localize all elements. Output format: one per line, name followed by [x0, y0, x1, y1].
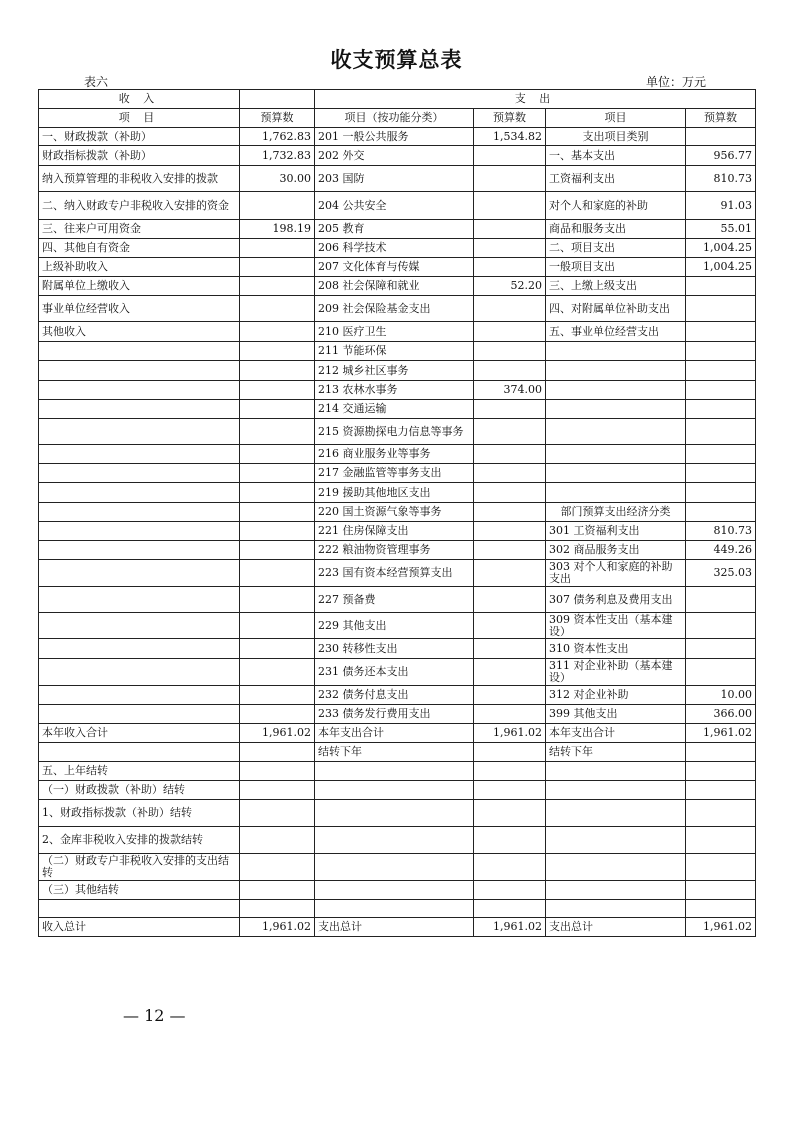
income-item-cell [39, 522, 240, 541]
table-row [39, 464, 756, 483]
income-item-cell [39, 503, 240, 522]
income-item-cell [39, 639, 240, 659]
income-item-cell [39, 743, 240, 762]
income-budget-cell [240, 854, 315, 881]
income-item-cell: （一）财政拨款（补助）结转 [39, 781, 240, 800]
income-item-cell: 2、金库非税收入安排的拨款结转 [39, 827, 240, 854]
expense-function-item-cell: 213 农林水事务 [315, 381, 474, 400]
table-row [39, 781, 756, 800]
income-item-cell: 上级补助收入 [39, 258, 240, 277]
expense-function-item-cell [315, 827, 474, 854]
expense-category-budget-cell [686, 827, 756, 854]
expense-function-budget-cell: 1,534.82 [474, 128, 546, 146]
expense-category-budget-cell: 325.03 [686, 560, 756, 587]
expense-category-item-cell [546, 900, 686, 918]
expense-function-budget-cell [474, 881, 546, 900]
expense-function-item-cell: 207 文化体育与传媒 [315, 258, 474, 277]
expense-category-item-cell: 部门预算支出经济分类 [546, 503, 686, 522]
table-number: 表六 [84, 75, 109, 89]
table-row [39, 587, 756, 613]
expense-category-budget-cell [686, 464, 756, 483]
expense-category-budget-cell [686, 381, 756, 400]
income-item-cell: 1、财政指标拨款（补助）结转 [39, 800, 240, 827]
expense-category-item-cell: 一般项目支出 [546, 258, 686, 277]
expense-function-budget-cell [474, 705, 546, 724]
expense-function-item-cell: 217 金融监管等事务支出 [315, 464, 474, 483]
expense-category-budget-cell: 810.73 [686, 522, 756, 541]
expense-category-item-cell [546, 781, 686, 800]
expense-category-item-cell: 312 对企业补助 [546, 686, 686, 705]
income-item-cell: 三、往来户可用资金 [39, 220, 240, 239]
expense-category-item-cell: 支出项目类别 [546, 128, 686, 146]
expense-category-item-cell: 三、上缴上级支出 [546, 277, 686, 296]
income-item-cell [39, 342, 240, 361]
expense-category-budget-cell: 1,004.25 [686, 258, 756, 277]
budget-column-header-2: 预算数 [474, 109, 546, 128]
income-item-cell [39, 686, 240, 705]
expense-function-item-cell: 216 商业服务业等事务 [315, 445, 474, 464]
budget-column-header: 预算数 [240, 109, 315, 128]
table-row [39, 659, 756, 686]
income-item-cell [39, 381, 240, 400]
income-budget-cell [240, 762, 315, 781]
income-budget-cell [240, 781, 315, 800]
income-item-cell [39, 659, 240, 686]
income-item-cell [39, 361, 240, 381]
expense-category-item-cell: 本年支出合计 [546, 724, 686, 743]
table-row [39, 342, 756, 361]
expense-function-budget-cell [474, 587, 546, 613]
expense-category-item-cell: 五、事业单位经营支出 [546, 322, 686, 342]
expense-function-budget-cell [474, 146, 546, 166]
expense-category-budget-cell [686, 361, 756, 381]
income-item-cell [39, 445, 240, 464]
expense-category-item-cell [546, 483, 686, 503]
table-row [39, 762, 756, 781]
table-row [39, 296, 756, 322]
expense-category-budget-cell [686, 639, 756, 659]
income-budget-cell: 198.19 [240, 220, 315, 239]
expense-category-budget-cell [686, 762, 756, 781]
income-item-cell [39, 613, 240, 639]
income-budget-cell: 30.00 [240, 166, 315, 192]
expense-function-item-cell: 206 科学技术 [315, 239, 474, 258]
expense-category-item-cell [546, 445, 686, 464]
expense-category-item-cell: 309 资本性支出（基本建设） [546, 613, 686, 639]
expense-function-budget-cell [474, 762, 546, 781]
expense-function-budget-cell: 374.00 [474, 381, 546, 400]
expense-category-budget-cell: 55.01 [686, 220, 756, 239]
expense-category-item-cell [546, 762, 686, 781]
table-row [39, 743, 756, 762]
page-number: — 12 — [123, 1006, 186, 1025]
expense-function-item-cell: 202 外交 [315, 146, 474, 166]
expense-function-item-cell: 222 粮油物资管理事务 [315, 541, 474, 560]
income-item-cell [39, 587, 240, 613]
table-row [39, 483, 756, 503]
income-budget-cell [240, 743, 315, 762]
expense-category-item-cell: 二、项目支出 [546, 239, 686, 258]
expense-function-budget-cell [474, 464, 546, 483]
table-row [39, 166, 756, 192]
table-row [39, 400, 756, 419]
expense-category-budget-cell [686, 587, 756, 613]
expense-category-budget-cell [686, 800, 756, 827]
income-budget-cell [240, 419, 315, 445]
income-budget-cell: 1,961.02 [240, 918, 315, 937]
expense-category-budget-cell [686, 342, 756, 361]
expense-category-item-cell: 301 工资福利支出 [546, 522, 686, 541]
expense-category-item-cell: 工资福利支出 [546, 166, 686, 192]
expense-category-item-cell: 307 债务利息及费用支出 [546, 587, 686, 613]
income-budget-cell: 1,732.83 [240, 146, 315, 166]
income-item-cell: 四、其他自有资金 [39, 239, 240, 258]
expense-function-budget-cell: 52.20 [474, 277, 546, 296]
expense-function-item-cell: 210 医疗卫生 [315, 322, 474, 342]
income-budget-cell [240, 258, 315, 277]
expense-function-budget-cell [474, 322, 546, 342]
income-item-cell: 本年收入合计 [39, 724, 240, 743]
expense-category-budget-cell [686, 322, 756, 342]
expense-category-budget-cell [686, 128, 756, 146]
expense-function-budget-cell [474, 503, 546, 522]
income-item-cell: 附属单位上缴收入 [39, 277, 240, 296]
expense-function-item-cell: 214 交通运输 [315, 400, 474, 419]
header-row-group [39, 90, 756, 109]
expense-category-item-cell: 对个人和家庭的补助 [546, 192, 686, 220]
expense-function-budget-cell [474, 483, 546, 503]
table-row [39, 381, 756, 400]
expense-function-budget-cell: 1,961.02 [474, 918, 546, 937]
expense-function-budget-cell [474, 361, 546, 381]
expense-function-budget-cell [474, 541, 546, 560]
expense-function-item-cell: 208 社会保障和就业 [315, 277, 474, 296]
table-row [39, 220, 756, 239]
expense-function-budget-cell [474, 400, 546, 419]
expense-function-budget-cell [474, 419, 546, 445]
expense-function-budget-cell [474, 239, 546, 258]
income-item-cell [39, 483, 240, 503]
income-item-cell [39, 419, 240, 445]
header-blank-cell [240, 90, 315, 109]
expense-function-budget-cell [474, 854, 546, 881]
expense-function-budget-cell [474, 613, 546, 639]
function-item-column-header: 项目（按功能分类） [315, 109, 474, 128]
expense-category-budget-cell [686, 854, 756, 881]
table-row [39, 128, 756, 146]
table-row [39, 724, 756, 743]
income-budget-cell [240, 659, 315, 686]
item-column-header-3: 项目 [546, 109, 686, 128]
expense-function-item-cell [315, 900, 474, 918]
income-budget-cell [240, 613, 315, 639]
income-budget-cell [240, 522, 315, 541]
expense-category-item-cell: 311 对企业补助（基本建设） [546, 659, 686, 686]
income-budget-cell [240, 192, 315, 220]
expense-category-item-cell [546, 827, 686, 854]
budget-summary-table [38, 89, 756, 937]
expense-function-budget-cell [474, 659, 546, 686]
table-row [39, 239, 756, 258]
income-budget-cell [240, 686, 315, 705]
expense-function-budget-cell [474, 900, 546, 918]
expense-category-item-cell [546, 854, 686, 881]
table-row [39, 277, 756, 296]
table-body [39, 90, 756, 937]
income-budget-cell [240, 639, 315, 659]
expense-category-item-cell: 303 对个人和家庭的补助支出 [546, 560, 686, 587]
expense-function-item-cell: 209 社会保险基金支出 [315, 296, 474, 322]
table-row [39, 854, 756, 881]
table-row [39, 705, 756, 724]
income-item-cell: 财政指标拨款（补助） [39, 146, 240, 166]
expense-function-item-cell [315, 881, 474, 900]
expense-function-budget-cell [474, 560, 546, 587]
income-item-cell [39, 560, 240, 587]
table-row [39, 881, 756, 900]
expense-category-budget-cell: 1,961.02 [686, 918, 756, 937]
expense-function-item-cell: 本年支出合计 [315, 724, 474, 743]
expense-category-item-cell [546, 464, 686, 483]
expense-function-item-cell [315, 781, 474, 800]
expense-function-budget-cell [474, 296, 546, 322]
expense-category-item-cell: 支出总计 [546, 918, 686, 937]
table-row [39, 918, 756, 937]
expense-category-item-cell [546, 342, 686, 361]
expense-function-item-cell: 223 国有资本经营预算支出 [315, 560, 474, 587]
expense-function-item-cell: 231 债务还本支出 [315, 659, 474, 686]
expense-function-budget-cell [474, 258, 546, 277]
table-row [39, 192, 756, 220]
expense-function-item-cell: 229 其他支出 [315, 613, 474, 639]
table-row [39, 560, 756, 587]
income-item-cell: 其他收入 [39, 322, 240, 342]
income-budget-cell [240, 705, 315, 724]
expense-function-budget-cell [474, 220, 546, 239]
income-budget-cell [240, 881, 315, 900]
income-item-cell: （二）财政专户非税收入安排的支出结转 [39, 854, 240, 881]
income-budget-cell: 1,762.83 [240, 128, 315, 146]
expense-category-budget-cell [686, 613, 756, 639]
expense-function-item-cell: 204 公共安全 [315, 192, 474, 220]
expense-category-budget-cell: 956.77 [686, 146, 756, 166]
income-item-cell [39, 400, 240, 419]
income-budget-cell [240, 361, 315, 381]
expense-function-item-cell: 230 转移性支出 [315, 639, 474, 659]
income-budget-cell [240, 381, 315, 400]
income-item-cell: 五、上年结转 [39, 762, 240, 781]
income-item-cell: （三）其他结转 [39, 881, 240, 900]
expense-category-budget-cell: 366.00 [686, 705, 756, 724]
income-group-header: 收 入 [39, 90, 240, 109]
expense-category-budget-cell [686, 445, 756, 464]
expense-category-budget-cell [686, 503, 756, 522]
income-budget-cell [240, 900, 315, 918]
expense-category-item-cell [546, 881, 686, 900]
expense-function-budget-cell [474, 342, 546, 361]
expense-category-budget-cell: 1,004.25 [686, 239, 756, 258]
income-budget-cell [240, 277, 315, 296]
expense-function-item-cell: 205 教育 [315, 220, 474, 239]
expense-function-budget-cell: 1,961.02 [474, 724, 546, 743]
expense-function-budget-cell [474, 522, 546, 541]
expense-function-budget-cell [474, 639, 546, 659]
income-item-cell [39, 705, 240, 724]
expense-function-item-cell: 212 城乡社区事务 [315, 361, 474, 381]
income-budget-cell [240, 445, 315, 464]
income-budget-cell [240, 827, 315, 854]
expense-function-budget-cell [474, 827, 546, 854]
expense-function-item-cell: 215 资源勘探电力信息等事务 [315, 419, 474, 445]
expense-category-item-cell [546, 381, 686, 400]
expense-category-budget-cell [686, 781, 756, 800]
expense-function-item-cell [315, 854, 474, 881]
expense-category-budget-cell [686, 419, 756, 445]
expense-function-item-cell: 219 援助其他地区支出 [315, 483, 474, 503]
expense-function-item-cell: 结转下年 [315, 743, 474, 762]
expense-category-item-cell: 302 商品服务支出 [546, 541, 686, 560]
expense-function-budget-cell [474, 686, 546, 705]
income-item-cell [39, 541, 240, 560]
income-item-cell: 收入总计 [39, 918, 240, 937]
expense-function-budget-cell [474, 743, 546, 762]
expense-category-item-cell: 结转下年 [546, 743, 686, 762]
expense-category-budget-cell [686, 277, 756, 296]
income-budget-cell [240, 587, 315, 613]
expense-function-budget-cell [474, 166, 546, 192]
income-budget-cell: 1,961.02 [240, 724, 315, 743]
table-row [39, 541, 756, 560]
income-item-cell: 纳入预算管理的非税收入安排的拨款 [39, 166, 240, 192]
expense-function-budget-cell [474, 800, 546, 827]
table-row [39, 827, 756, 854]
expense-category-budget-cell: 10.00 [686, 686, 756, 705]
income-budget-cell [240, 560, 315, 587]
expense-function-item-cell: 227 预备费 [315, 587, 474, 613]
income-budget-cell [240, 483, 315, 503]
expense-category-item-cell: 399 其他支出 [546, 705, 686, 724]
expense-category-budget-cell: 810.73 [686, 166, 756, 192]
income-budget-cell [240, 464, 315, 483]
page-title: 收支预算总表 [330, 48, 463, 72]
expense-category-item-cell: 商品和服务支出 [546, 220, 686, 239]
expense-function-item-cell: 203 国防 [315, 166, 474, 192]
table-row [39, 445, 756, 464]
expense-category-budget-cell: 1,961.02 [686, 724, 756, 743]
expense-category-budget-cell [686, 900, 756, 918]
table-row [39, 322, 756, 342]
income-budget-cell [240, 342, 315, 361]
budget-column-header-3: 预算数 [686, 109, 756, 128]
expense-category-budget-cell [686, 743, 756, 762]
expense-category-item-cell: 310 资本性支出 [546, 639, 686, 659]
income-item-cell [39, 900, 240, 918]
table-row [39, 639, 756, 659]
income-budget-cell [240, 503, 315, 522]
expense-category-item-cell: 四、对附属单位补助支出 [546, 296, 686, 322]
expense-function-item-cell: 233 债务发行费用支出 [315, 705, 474, 724]
income-budget-cell [240, 239, 315, 258]
header-row-columns [39, 109, 756, 128]
expense-function-item-cell [315, 762, 474, 781]
table-row [39, 900, 756, 918]
table-row [39, 503, 756, 522]
table-row [39, 258, 756, 277]
expense-function-budget-cell [474, 192, 546, 220]
income-item-cell: 一、财政拨款（补助） [39, 128, 240, 146]
expense-function-item-cell: 232 债务付息支出 [315, 686, 474, 705]
income-budget-cell [240, 800, 315, 827]
expense-category-budget-cell: 449.26 [686, 541, 756, 560]
expense-category-item-cell: 一、基本支出 [546, 146, 686, 166]
expense-category-budget-cell [686, 400, 756, 419]
expense-category-budget-cell [686, 881, 756, 900]
expense-function-budget-cell [474, 445, 546, 464]
expense-category-item-cell [546, 400, 686, 419]
income-budget-cell [240, 400, 315, 419]
table-row [39, 146, 756, 166]
expense-category-item-cell [546, 800, 686, 827]
income-budget-cell [240, 322, 315, 342]
income-budget-cell [240, 541, 315, 560]
expense-function-item-cell: 211 节能环保 [315, 342, 474, 361]
expense-function-item-cell: 220 国土资源气象等事务 [315, 503, 474, 522]
expense-category-budget-cell [686, 296, 756, 322]
item-column-header: 项 目 [39, 109, 240, 128]
table-row [39, 522, 756, 541]
expense-function-budget-cell [474, 781, 546, 800]
expense-function-item-cell [315, 800, 474, 827]
table-row [39, 613, 756, 639]
income-budget-cell [240, 296, 315, 322]
income-item-cell: 事业单位经营收入 [39, 296, 240, 322]
table-row [39, 419, 756, 445]
table-row [39, 800, 756, 827]
income-item-cell: 二、纳入财政专户非税收入安排的资金 [39, 192, 240, 220]
expense-category-item-cell [546, 419, 686, 445]
expense-group-header: 支 出 [315, 90, 756, 109]
income-item-cell [39, 464, 240, 483]
unit-label: 单位：万元 [646, 75, 707, 89]
expense-category-item-cell [546, 361, 686, 381]
table-row [39, 686, 756, 705]
table-row [39, 361, 756, 381]
expense-category-budget-cell [686, 659, 756, 686]
expense-function-item-cell: 221 住房保障支出 [315, 522, 474, 541]
expense-category-budget-cell [686, 483, 756, 503]
expense-category-budget-cell: 91.03 [686, 192, 756, 220]
expense-function-item-cell: 支出总计 [315, 918, 474, 937]
expense-function-item-cell: 201 一般公共服务 [315, 128, 474, 146]
